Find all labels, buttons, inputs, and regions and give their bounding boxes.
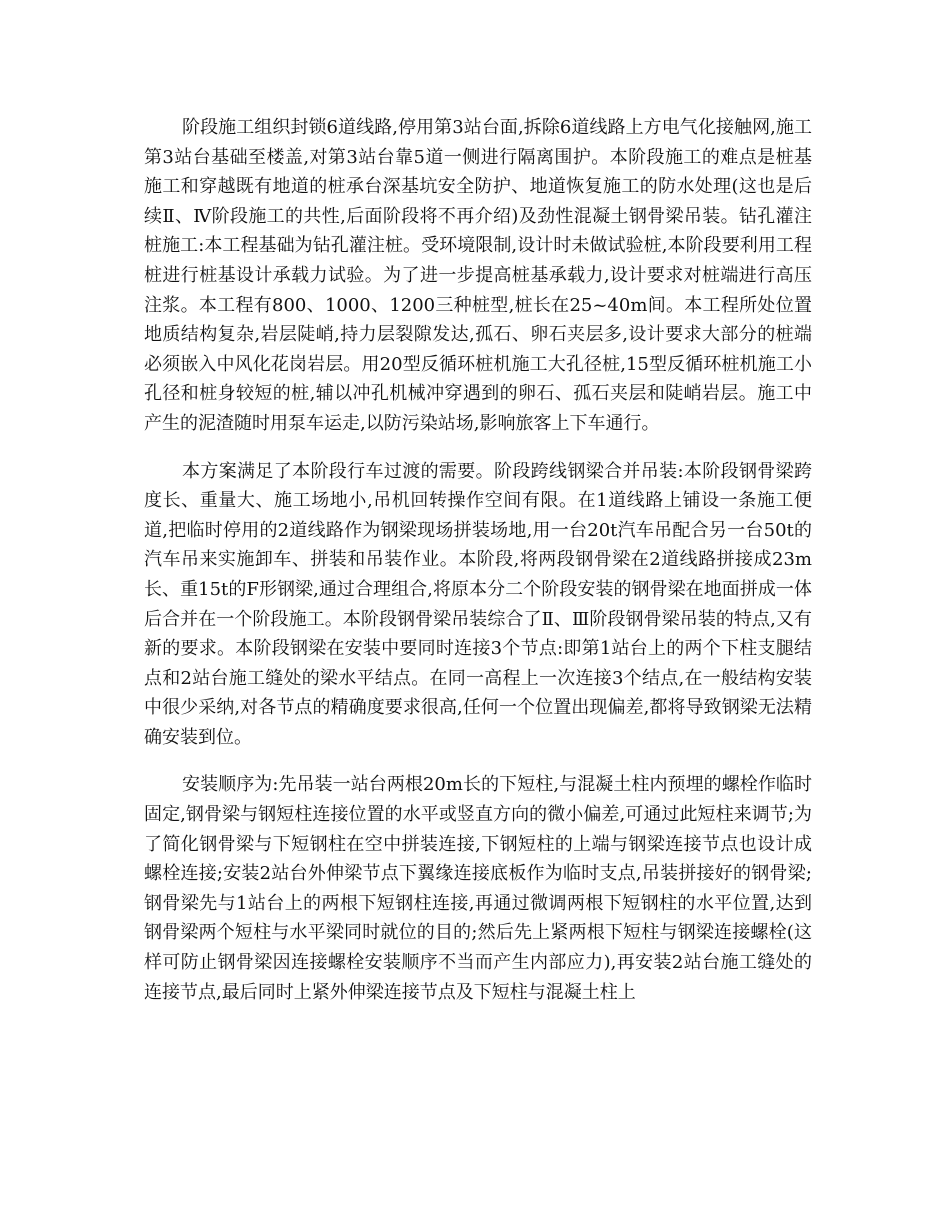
document-body [144, 113, 812, 1025]
paragraph-steel-beam-lifting: 本方案满足了本阶段行车过渡的需要。阶段跨线钢梁合并吊装:本阶段钢骨梁跨度长、重量大、施工场地小,吊机回转操作空间有限。在1道线路上铺设一条施工便道,把临时停用的2道线路作为钢梁现场拼装场地,用一台20t汽车吊配合另一台50t的汽车吊来实施卸车、拼装和吊装作业。本阶段,将两段钢骨梁在2道线路拼接成23m长、重15t的F形钢梁,通过合理组合,将原本分二个阶段安装的钢骨梁在地面拼成一体后合并在一个阶段施工。本阶段钢骨梁吊装综合了Ⅱ、Ⅲ阶段钢骨梁吊装的特点,又有新的要求。本阶段钢梁在安装中要同时连接3个节点:即第1站台上的两个下柱支腿结点和2站台施工缝处的梁水平结点。在同一高程上一次连接3个结点,在一般结构安装中很少采纳,对各节点的精确度要求很高,任何一个位置出现偏差,都将导致钢梁无法精确安装到位。 [144, 460, 812, 748]
paragraph-stage-construction: 阶段施工组织封锁6道线路,停用第3站台面,拆除6道线路上方电气化接触网,施工第3站台基础至楼盖,对第3站台靠5道一侧进行隔离围护。本阶段施工的难点是桩基施工和穿越既有地道的桩承台深基坑安全防护、地道恢复施工的防水处理(这也是后续Ⅱ、Ⅳ阶段施工的共性,后面阶段将不再介绍)及劲性混凝土钢骨梁吊装。钻孔灌注桩施工:本工程基础为钻孔灌注桩。受环境限制,设计时未做试验桩,本阶段要利用工程桩进行桩基设计承载力试验。为了进一步提高桩基承载力,设计要求对桩端进行高压注浆。本工程有800、1000、1200三种桩型,桩长在25~40m间。本工程所处位置地质结构复杂,岩层陡峭,持力层裂隙发达,孤石、卵石夹层多,设计要求大部分的桩端必须嵌入中风化花岗岩层。用20型反循环桩机施工大孔径桩,15型反循环桩机施工小孔径和桩身较短的桩,辅以冲孔机械冲穿遇到的卵石、孤石夹层和陡峭岩层。施工中产生的泥渣随时用泵车运走,以防污染站场,影响旅客上下车通行。 [144, 117, 812, 434]
paragraph-installation-sequence: 安装顺序为:先吊装一站台两根20m长的下短柱,与混凝土柱内预埋的螺栓作临时固定,钢骨梁与钢短柱连接位置的水平或竖直方向的微小偏差,可通过此短柱来调节;为了简化钢骨梁与下短钢柱在空中拼装连接,下钢短柱的上端与钢梁连接节点也设计成螺栓连接;安装2站台外伸梁节点下翼缘连接底板作为临时支点,吊装拼接好的钢骨梁;钢骨梁先与1站台上的两根下短钢柱连接,再通过微调两根下短钢柱的水平位置,达到钢骨梁两个短柱与水平梁同时就位的目的;然后先上紧两根下短柱与钢梁连接螺栓(这样可防止钢骨梁因连接螺栓安装顺序不当而产生内部应力),再安装2站台施工缝处的连接节点,最后同时上紧外伸梁连接节点及下短柱与混凝土柱上 [144, 774, 812, 1003]
